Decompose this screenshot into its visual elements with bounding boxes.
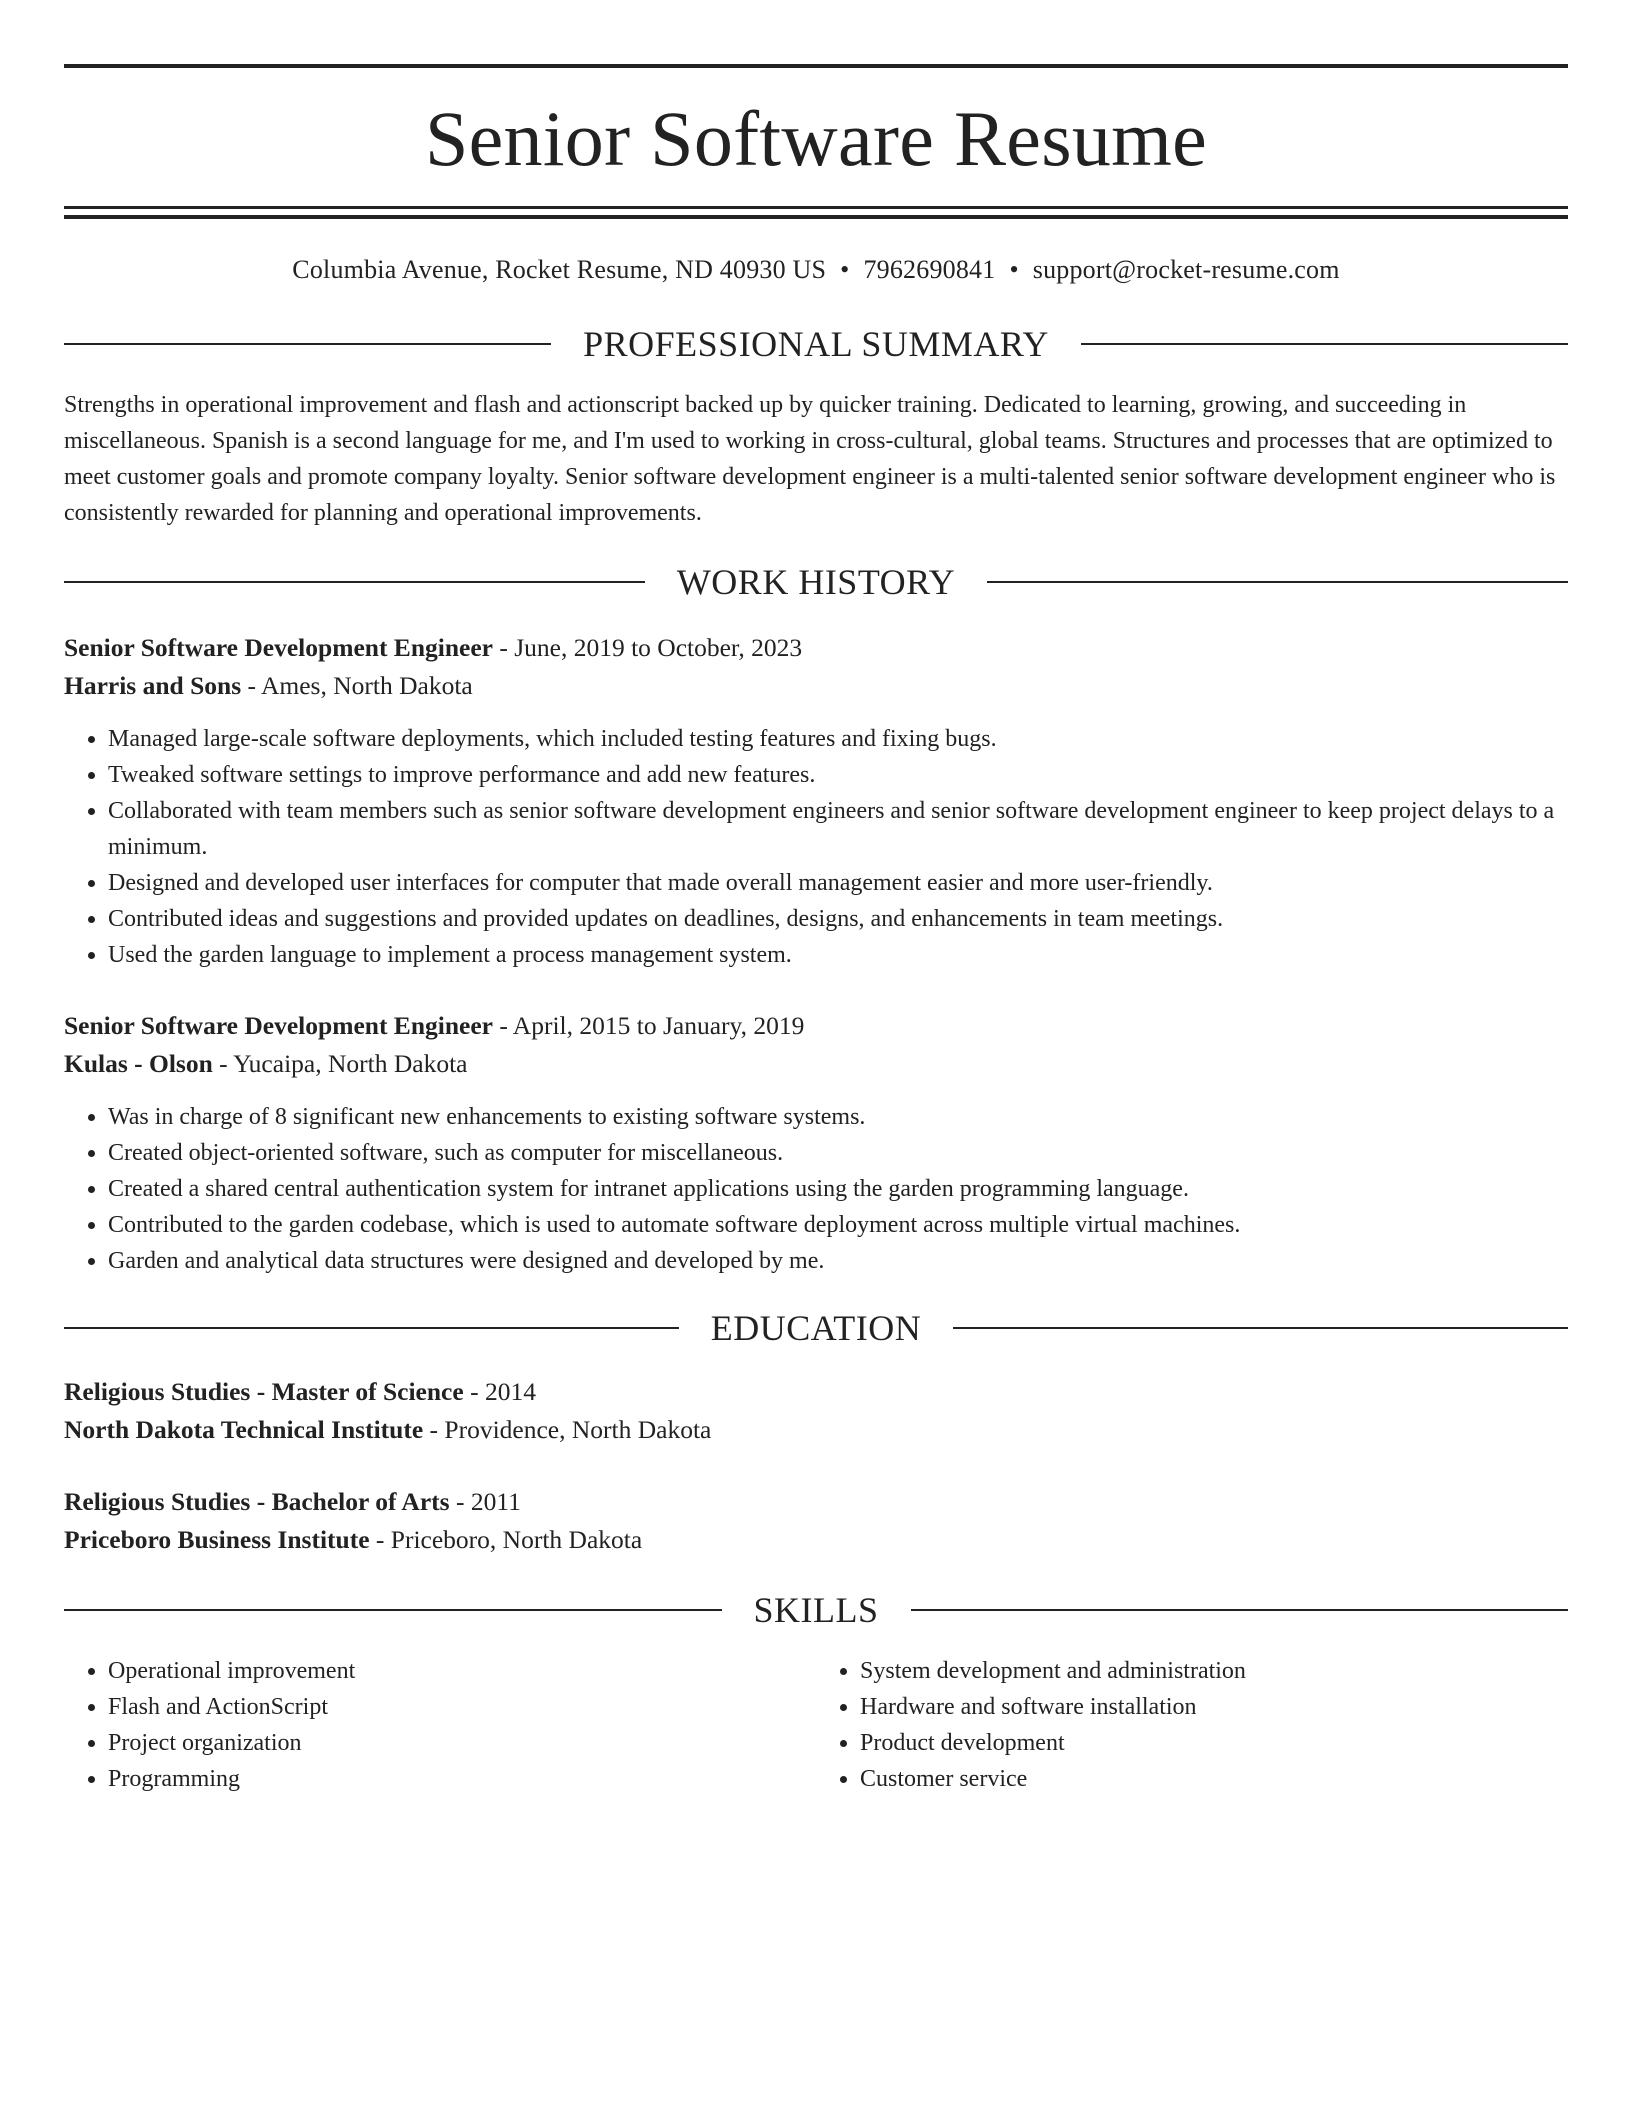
job-company: Harris and Sons bbox=[64, 671, 242, 700]
list-item: • Garden and analytical data structures were designed and developed by me. bbox=[108, 1243, 1568, 1279]
job-title: Senior Software Development Engineer bbox=[64, 1011, 493, 1040]
job-title-line bbox=[64, 1007, 1568, 1045]
contact-separator: • bbox=[840, 255, 850, 284]
section-heading-education bbox=[64, 1307, 1568, 1349]
list-item: • Operational improvement bbox=[108, 1653, 816, 1689]
job-dates: - April, 2015 to January, 2019 bbox=[492, 1011, 805, 1040]
contact-email: support@rocket-resume.com bbox=[1032, 255, 1340, 284]
list-item: • Hardware and software installation bbox=[860, 1689, 1568, 1725]
job-bullets bbox=[64, 721, 1568, 973]
list-item: • Project organization bbox=[108, 1725, 816, 1761]
job-company-line bbox=[64, 667, 1568, 705]
job-company-line bbox=[64, 1045, 1568, 1083]
heading-rule-left bbox=[64, 581, 645, 583]
education-school-line bbox=[64, 1521, 1568, 1559]
list-item: • Used the garden language to implement a process management system. bbox=[108, 937, 1568, 973]
education-school-line bbox=[64, 1411, 1568, 1449]
job-bullets bbox=[64, 1099, 1568, 1279]
section-title: EDUCATION bbox=[710, 1308, 922, 1348]
skills-list-right bbox=[816, 1653, 1568, 1797]
list-item: • Programming bbox=[108, 1761, 816, 1797]
job-title-line bbox=[64, 629, 1568, 667]
list-item: • Contributed to the garden codebase, which is used to automate software deployment across multiple virtual machines. bbox=[108, 1207, 1568, 1243]
education-school: North Dakota Technical Institute bbox=[64, 1415, 424, 1444]
contact-line bbox=[64, 255, 1568, 285]
top-rule bbox=[64, 64, 1568, 68]
list-item: • Was in charge of 8 significant new enhancements to existing software systems. bbox=[108, 1099, 1568, 1135]
education-entry bbox=[64, 1483, 1568, 1559]
job-location: - Ames, North Dakota bbox=[241, 671, 473, 700]
section-heading-summary bbox=[64, 323, 1568, 365]
section-heading-work bbox=[64, 561, 1568, 603]
list-item: • Flash and ActionScript bbox=[108, 1689, 816, 1725]
education-location: - Providence, North Dakota bbox=[423, 1415, 712, 1444]
list-item: • Managed large-scale software deployments, which included testing features and fixing bugs. bbox=[108, 721, 1568, 757]
resume-title: Senior Software Resume bbox=[424, 95, 1208, 182]
job-dates: - June, 2019 to October, 2023 bbox=[492, 633, 803, 662]
list-item: • Customer service bbox=[860, 1761, 1568, 1797]
job-location: - Yucaipa, North Dakota bbox=[212, 1049, 468, 1078]
job-entry bbox=[64, 629, 1568, 973]
job-title: Senior Software Development Engineer bbox=[64, 633, 493, 662]
education-degree: Religious Studies - Master of Science bbox=[64, 1377, 464, 1406]
section-heading-skills bbox=[64, 1589, 1568, 1631]
list-item: • Product development bbox=[860, 1725, 1568, 1761]
education-degree-line bbox=[64, 1373, 1568, 1411]
list-item: • Collaborated with team members such as senior software development engineers and senior software development engineer to keep project delays to a minimum. bbox=[108, 793, 1568, 865]
list-item: • Created a shared central authentication system for intranet applications using the garden programming language. bbox=[108, 1171, 1568, 1207]
education-degree-line bbox=[64, 1483, 1568, 1521]
list-item: • Tweaked software settings to improve performance and add new features. bbox=[108, 757, 1568, 793]
contact-separator: • bbox=[1009, 255, 1019, 284]
job-company: Kulas - Olson bbox=[64, 1049, 213, 1078]
section-title: WORK HISTORY bbox=[676, 562, 956, 602]
education-degree: Religious Studies - Bachelor of Arts bbox=[64, 1487, 450, 1516]
education-school: Priceboro Business Institute bbox=[64, 1525, 370, 1554]
heading-rule-left bbox=[64, 343, 551, 345]
contact-address: Columbia Avenue, Rocket Resume, ND 40930 US bbox=[292, 255, 827, 284]
section-title: SKILLS bbox=[753, 1590, 879, 1630]
job-entry bbox=[64, 1007, 1568, 1279]
list-item: • Contributed ideas and suggestions and provided updates on deadlines, designs, and enhancements in team meetings. bbox=[108, 901, 1568, 937]
title-double-rule bbox=[64, 206, 1568, 219]
skills-columns bbox=[64, 1653, 1568, 1797]
heading-rule-left bbox=[64, 1609, 722, 1611]
education-entry bbox=[64, 1373, 1568, 1449]
section-title: PROFESSIONAL SUMMARY bbox=[583, 324, 1049, 364]
heading-rule-right bbox=[987, 581, 1568, 583]
education-location: - Priceboro, North Dakota bbox=[369, 1525, 643, 1554]
summary-text: Strengths in operational improvement and flash and actionscript backed up by quicker training. Dedicated to learning, growing, and succeeding in miscellaneous. Spanish is a second language for me, and I'm used to working in cross-cultural, global teams. Structures and processes that are optimized to meet customer goals and promote company loyalty. Senior software development engineer is a multi-talented senior software development engineer who is consistently rewarded for planning and operational improvements. bbox=[64, 392, 1556, 526]
contact-phone: 7962690841 bbox=[863, 255, 996, 284]
education-year: - 2014 bbox=[463, 1377, 536, 1406]
list-item: • Created object-oriented software, such as computer for miscellaneous. bbox=[108, 1135, 1568, 1171]
list-item: • System development and administration bbox=[860, 1653, 1568, 1689]
heading-rule-right bbox=[953, 1327, 1568, 1329]
heading-rule-left bbox=[64, 1327, 679, 1329]
heading-rule-right bbox=[911, 1609, 1569, 1611]
heading-rule-right bbox=[1081, 343, 1568, 345]
list-item: • Designed and developed user interfaces for computer that made overall management easier and more user-friendly. bbox=[108, 865, 1568, 901]
skills-list-left bbox=[64, 1653, 816, 1797]
education-year: - 2011 bbox=[449, 1487, 521, 1516]
